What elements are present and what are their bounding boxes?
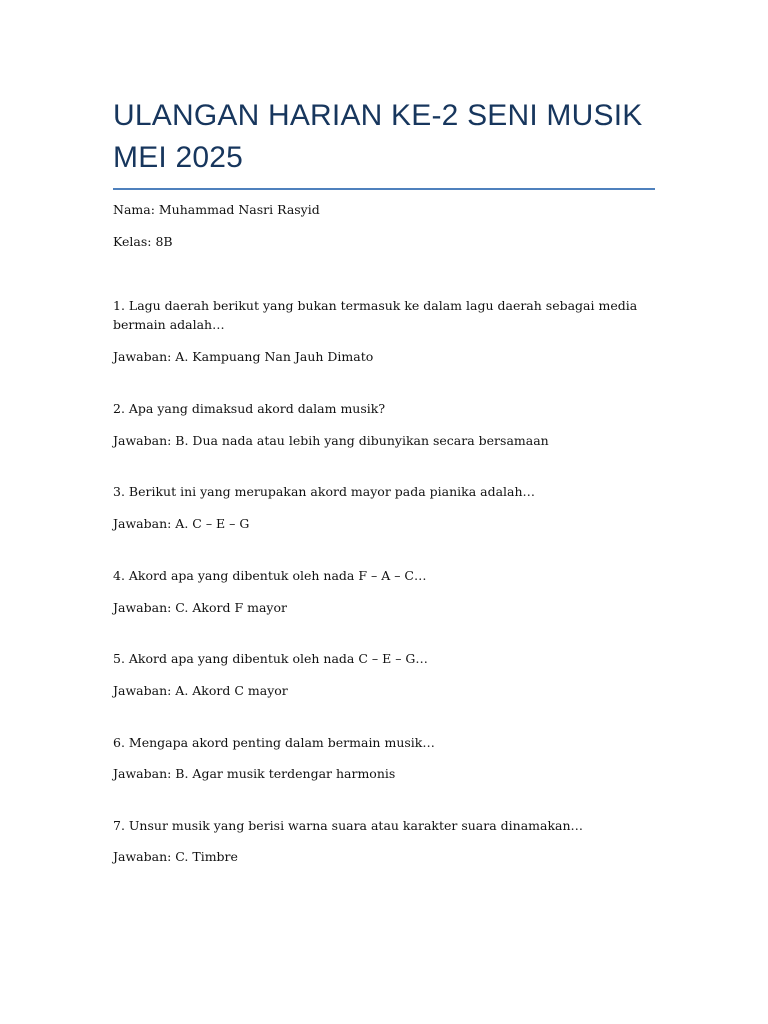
student-name: Nama: Muhammad Nasri Rasyid	[113, 202, 320, 217]
answer-1: Jawaban: A. Kampuang Nan Jauh Dimato	[113, 349, 374, 364]
question-4: 4. Akord apa yang dibentuk oleh nada F – A – C…	[113, 568, 427, 583]
document-page	[113, 0, 655, 864]
question-3: 3. Berikut ini yang merupakan akord mayor pada pianika adalah…	[113, 484, 536, 499]
title-divider	[113, 188, 655, 190]
answer-7: Jawaban: C. Timbre	[113, 849, 238, 864]
answer-6: Jawaban: B. Agar musik terdengar harmonis	[113, 766, 396, 781]
answer-2: Jawaban: B. Dua nada atau lebih yang dibunyikan secara bersamaan	[113, 433, 549, 448]
answer-5: Jawaban: A. Akord C mayor	[113, 683, 288, 698]
question-1: 1. Lagu daerah berikut yang bukan termasuk ke dalam lagu daerah sebagai media bermain adalah…	[113, 298, 638, 332]
title-line-2: MEI 2025	[113, 141, 244, 174]
question-5: 5. Akord apa yang dibentuk oleh nada C – E – G…	[113, 651, 428, 666]
question-6: 6. Mengapa akord penting dalam bermain musik…	[113, 735, 435, 750]
answer-3: Jawaban: A. C – E – G	[113, 516, 250, 531]
document-title	[113, 0, 655, 179]
question-7: 7. Unsur musik yang berisi warna suara atau karakter suara dinamakan…	[113, 818, 584, 833]
title-line-1: ULANGAN HARIAN KE-2 SENI MUSIK	[113, 99, 643, 132]
student-class: Kelas: 8B	[113, 234, 173, 249]
question-2: 2. Apa yang dimaksud akord dalam musik?	[113, 401, 386, 416]
answer-4: Jawaban: C. Akord F mayor	[113, 600, 287, 615]
